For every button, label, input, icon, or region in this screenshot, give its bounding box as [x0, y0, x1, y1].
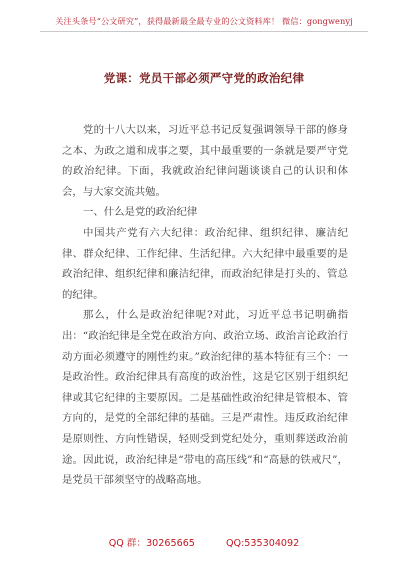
paragraph-intro: 党的十八大以来，习近平总书记反复强调领导干部的修身之本、为政之道和成事之要，其中最重要的一条就是要严守党的政治纪律。下面，我就政治纪律问题谈谈自己的认识和体会，与大家交流共勉。 — [62, 124, 348, 198]
document-body — [62, 120, 348, 491]
document-title: 党课：党员干部必须严守党的政治纪律 — [103, 71, 305, 85]
paragraph-six-disciplines: 中国共产党有六大纪律：政治纪律、组织纪律、廉洁纪律、群众纪律、工作纪律、生活纪律。六大纪律中最重要的是政治纪律、组织纪律和廉洁纪律，而政治纪律是打头的、管总的纪律。 — [62, 226, 348, 301]
qq-group-text: QQ 群：30265665 — [108, 538, 195, 549]
qq-number-text: QQ:535304092 — [225, 538, 300, 549]
footer-contact — [0, 535, 408, 549]
header-divider — [40, 31, 368, 32]
header-promo-text: 关注头条号“公文研究”，获得最新最全最专业的公文资料库！ 微信：gongwenyj — [55, 16, 353, 26]
paragraph-political-discipline: 那么，什么是政治纪律呢?对此，习近平总书记明确指出：“政治纪律是全党在政治方向、政治立场、政治言论政治行动方面必须遵守的刚性约束。”政治纪律的基本特征有三个：一是政治性。政治纪律具有高度的政治性，这是它区别于组织纪律或其它纪律的主要原因。二是基础性政治纪律是管根本、管方向的，是党的全部纪律的基础。三是严肃性。违反政治纪律是原则性、方向性错误，轻则受到党纪处分，重则葬送政治前途。因此说，政治纪律是“带电的高压线”和“高悬的铁戒尺”，是党员干部须坚守的战略高地。 — [62, 309, 348, 487]
section-heading: 一、什么是党的政治纪律 — [83, 206, 198, 219]
